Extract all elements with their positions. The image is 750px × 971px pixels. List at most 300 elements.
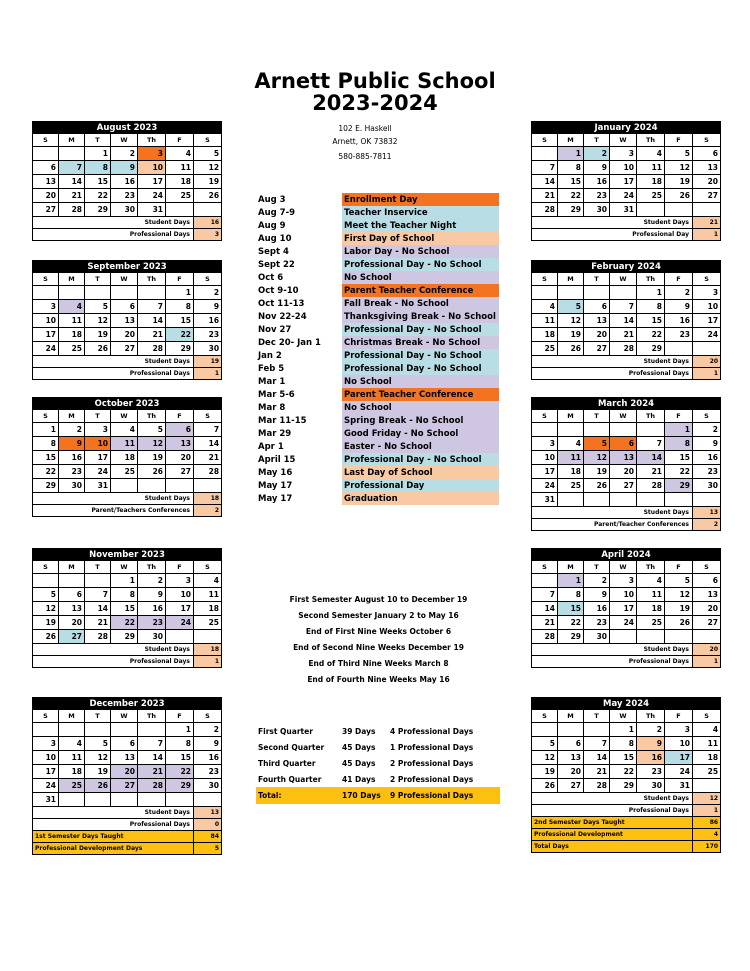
day-cell: 13 [59,602,85,616]
week-row [33,423,222,437]
day-cell: 9 [194,300,222,314]
day-cell: 17 [138,175,166,189]
event-row [256,466,499,479]
day-cell: 16 [693,451,721,465]
summary-value: 20 [693,356,721,368]
day-cell: 7 [85,588,111,602]
event-row [256,219,499,232]
day-cell: 15 [558,602,584,616]
summary-value: 3 [194,229,222,241]
day-cell: 6 [111,737,138,751]
day-cell: 25 [59,342,85,356]
day-cell: 11 [637,588,665,602]
week-row [532,630,721,644]
event-label: First Day of School [342,232,499,245]
event-label: No School [342,375,499,388]
empty-cell [59,147,85,161]
day-cell: 12 [85,314,111,328]
day-cell: 4 [111,423,138,437]
day-cell: 21 [584,765,610,779]
total-days: 170 Days [340,787,388,804]
event-label: Enrollment Day [342,193,499,206]
summary-label: Student Days [532,356,693,368]
day-cell: 26 [85,342,111,356]
summary-value: 13 [693,507,721,519]
empty-cell [558,493,584,507]
day-cell: 13 [584,314,610,328]
empty-cell [610,630,637,644]
weekday-label: F [665,410,693,423]
day-cell: 29 [166,342,194,356]
day-cell: 8 [610,737,637,751]
event-row [256,193,499,206]
day-cell: 1 [558,574,584,588]
day-cell: 23 [111,189,138,203]
summary-value: 12 [693,793,721,805]
day-cell: 29 [637,342,665,356]
empty-cell [85,723,111,737]
weekday-label: M [59,273,85,286]
week-row [33,779,222,793]
day-cell: 14 [85,602,111,616]
weekday-label: Th [637,134,665,147]
day-cell: 31 [85,479,111,493]
empty-cell [532,147,558,161]
empty-cell [637,630,665,644]
day-cell: 23 [584,616,610,630]
day-cell: 19 [138,451,166,465]
day-cell: 15 [665,451,693,465]
week-row [33,328,222,342]
weekday-label: S [532,410,558,423]
day-cell: 10 [33,751,59,765]
weekday-label: S [33,561,59,574]
summary-value: 1 [194,656,222,668]
empty-cell [59,723,85,737]
event-date: Sept 22 [258,259,295,270]
day-cell: 2 [194,723,222,737]
week-row [532,465,721,479]
quarter-row [256,771,500,787]
day-cell: 26 [194,189,222,203]
summary-label: Student Days [33,356,194,368]
summary-value: 20 [693,644,721,656]
weekday-label: S [693,710,721,723]
empty-cell [610,423,637,437]
empty-cell [138,479,166,493]
day-cell: 1 [85,147,111,161]
quarter-name: Third Quarter [258,758,316,768]
day-cell: 10 [532,451,558,465]
month-header [532,261,721,273]
event-date: Nov 22-24 [258,311,307,322]
day-cell: 3 [610,147,637,161]
day-cell: 24 [33,342,59,356]
weekday-label: S [33,410,59,423]
day-cell: 28 [138,342,166,356]
day-cell: 30 [584,203,610,217]
semester-total-label: 1st Semester Days Taught [33,831,194,843]
calendar-apr [531,548,721,668]
day-cell: 5 [558,300,584,314]
weekday-label: S [693,561,721,574]
week-row [532,616,721,630]
day-cell: 16 [59,451,85,465]
day-cell: 12 [532,751,558,765]
day-cell: 19 [532,765,558,779]
day-cell: 2 [111,147,138,161]
empty-cell [610,286,637,300]
weekday-label: T [584,273,610,286]
weekday-label: W [111,710,138,723]
empty-cell [59,793,85,807]
day-cell: 23 [194,765,222,779]
weekday-label: M [558,273,584,286]
day-cell: 7 [637,437,665,451]
day-cell: 24 [610,189,637,203]
day-cell: 27 [584,342,610,356]
day-cell: 9 [693,437,721,451]
day-cell: 18 [166,175,194,189]
day-cell: 18 [59,765,85,779]
day-cell: 28 [637,479,665,493]
address [300,122,430,163]
day-cell: 29 [558,203,584,217]
week-row [33,588,222,602]
weekday-header [532,561,721,574]
weekday-label: M [558,710,584,723]
day-cell: 8 [166,737,194,751]
semester-total-value: 4 [693,829,721,841]
summary-value: 21 [693,217,721,229]
month-summary-row [532,356,721,368]
week-row [33,437,222,451]
day-cell: 11 [532,314,558,328]
weekday-label: S [194,710,222,723]
day-cell: 28 [85,630,111,644]
weekday-header [532,410,721,423]
day-cell: 4 [59,737,85,751]
day-cell: 4 [558,437,584,451]
day-cell: 21 [194,451,222,465]
summary-label: Student Days [532,793,693,805]
event-label: No School [342,271,499,284]
event-date: Sept 4 [258,246,289,257]
day-cell: 23 [693,465,721,479]
day-cell: 22 [558,616,584,630]
week-row [532,161,721,175]
event-row [256,349,499,362]
event-row [256,258,499,271]
day-cell: 30 [194,342,222,356]
day-cell: 27 [59,630,85,644]
day-cell: 24 [532,479,558,493]
day-cell: 3 [693,286,721,300]
week-row [532,286,721,300]
semester-total-value: 84 [194,831,222,843]
day-cell: 26 [665,616,693,630]
semester-total-value: 170 [693,841,721,853]
day-cell: 19 [665,175,693,189]
weekday-label: Th [138,561,166,574]
day-cell: 20 [33,189,59,203]
week-row [33,479,222,493]
week-row [532,342,721,356]
day-cell: 4 [532,300,558,314]
day-cell: 3 [138,147,166,161]
quarter-summary [256,723,500,804]
day-cell: 3 [85,423,111,437]
quarter-total-row [256,787,500,804]
empty-cell [85,286,111,300]
weekday-label: F [166,134,194,147]
month-title: December 2023 [33,698,222,710]
summary-label: Professional Days [33,819,194,831]
weekday-label: Th [637,561,665,574]
weekday-label: T [584,410,610,423]
day-cell: 26 [665,189,693,203]
day-cell: 2 [665,286,693,300]
weekday-label: M [558,410,584,423]
quarter-days: 41 Days [342,774,376,784]
day-cell: 24 [665,765,693,779]
calendar-feb [531,260,721,380]
day-cell: 6 [610,437,637,451]
day-cell: 23 [665,328,693,342]
empty-cell [85,574,111,588]
month-header [33,398,222,410]
event-label: Parent Teacher Conference [342,284,499,297]
month-title: November 2023 [33,549,222,561]
day-cell: 19 [85,328,111,342]
day-cell: 2 [584,147,610,161]
note: End of First Nine Weeks October 6 [305,627,452,636]
day-cell: 25 [637,189,665,203]
weekday-header [33,410,222,423]
weekday-label: F [665,273,693,286]
summary-label: Professional Days [33,229,194,241]
day-cell: 23 [194,328,222,342]
week-row [532,451,721,465]
week-row [532,189,721,203]
day-cell: 17 [33,328,59,342]
day-cell: 19 [194,175,222,189]
day-cell: 16 [194,751,222,765]
week-row [33,616,222,630]
event-row [256,232,499,245]
weekday-label: W [610,410,637,423]
day-cell: 22 [665,465,693,479]
day-cell: 2 [194,286,222,300]
day-cell: 29 [111,630,138,644]
month-summary-row [33,819,222,831]
day-cell: 25 [59,779,85,793]
empty-cell [166,793,194,807]
day-cell: 28 [610,342,637,356]
week-row [33,465,222,479]
quarter-days: 45 Days [342,758,376,768]
day-cell: 29 [610,779,637,793]
day-cell: 21 [138,328,166,342]
event-row [256,427,499,440]
summary-label: Student Days [532,507,693,519]
day-cell: 4 [194,574,222,588]
weekday-label: F [665,134,693,147]
day-cell: 27 [693,616,721,630]
day-cell: 13 [111,314,138,328]
quarter-row [256,739,500,755]
day-cell: 12 [665,161,693,175]
quarter-pro-days: 2 Professional Days [390,774,474,784]
semester-total-label: Professional Development Days [33,843,194,855]
empty-cell [111,479,138,493]
summary-label: Professional Day [532,229,693,241]
empty-cell [166,630,194,644]
empty-cell [637,203,665,217]
event-row [256,479,499,492]
day-cell: 26 [85,779,111,793]
day-cell: 2 [138,574,166,588]
empty-cell [138,286,166,300]
weekday-header [33,561,222,574]
empty-cell [665,342,693,356]
day-cell: 19 [85,765,111,779]
empty-cell [584,493,610,507]
day-cell: 24 [85,465,111,479]
week-row [532,147,721,161]
event-row [256,414,499,427]
day-cell: 17 [532,465,558,479]
semester-total-value: 5 [194,843,222,855]
day-cell: 9 [59,437,85,451]
empty-cell [532,286,558,300]
day-cell: 1 [558,147,584,161]
semester-total-value: 86 [693,817,721,829]
day-cell: 3 [610,574,637,588]
event-date: Dec 20- Jan 1 [258,337,321,348]
day-cell: 8 [85,161,111,175]
summary-label: Professional Days [33,656,194,668]
weekday-label: M [558,561,584,574]
calendar-dec [32,697,222,855]
day-cell: 14 [584,751,610,765]
day-cell: 20 [693,175,721,189]
day-cell: 18 [637,602,665,616]
day-cell: 8 [665,437,693,451]
day-cell: 5 [33,588,59,602]
event-row [256,375,499,388]
day-cell: 5 [138,423,166,437]
month-summary-row [532,507,721,519]
day-cell: 18 [693,751,721,765]
day-cell: 11 [59,314,85,328]
day-cell: 17 [693,314,721,328]
day-cell: 6 [693,147,721,161]
day-cell: 6 [584,300,610,314]
event-label: Thanksgiving Break - No School [342,310,499,323]
weekday-label: F [166,410,194,423]
event-label: Professional Day - No School [342,453,499,466]
event-date: Jan 2 [258,350,282,361]
day-cell: 1 [665,423,693,437]
day-cell: 11 [59,751,85,765]
week-row [532,437,721,451]
weekday-label: Th [637,710,665,723]
weekday-label: F [166,273,194,286]
event-label: Spring Break - No School [342,414,499,427]
empty-cell [33,286,59,300]
week-row [33,175,222,189]
day-cell: 27 [558,779,584,793]
day-cell: 7 [532,588,558,602]
week-row [33,286,222,300]
summary-label: Student Days [33,217,194,229]
summary-label: Professional Days [532,368,693,380]
day-cell: 22 [85,189,111,203]
week-row [33,147,222,161]
day-cell: 28 [194,465,222,479]
day-cell: 24 [166,616,194,630]
event-label: Last Day of School [342,466,499,479]
day-cell: 26 [584,479,610,493]
event-label: Professional Day - No School [342,323,499,336]
weekday-header [532,273,721,286]
day-cell: 19 [584,465,610,479]
event-label: Professional Day [342,479,499,492]
day-cell: 30 [111,203,138,217]
day-cell: 31 [138,203,166,217]
note: End of Third Nine Weeks March 8 [308,659,449,668]
day-cell: 16 [637,751,665,765]
day-cell: 7 [610,300,637,314]
day-cell: 2 [637,723,665,737]
month-summary-row [532,644,721,656]
day-cell: 1 [166,286,194,300]
event-row [256,362,499,375]
event-label: Teacher Inservice [342,206,499,219]
day-cell: 6 [558,737,584,751]
day-cell: 26 [33,630,59,644]
day-cell: 17 [610,175,637,189]
weekday-label: T [584,134,610,147]
day-cell: 4 [693,723,721,737]
day-cell: 23 [637,765,665,779]
summary-value: 1 [693,229,721,241]
week-row [33,737,222,751]
weekday-label: S [693,273,721,286]
event-row [256,284,499,297]
day-cell: 27 [166,465,194,479]
day-cell: 31 [665,779,693,793]
empty-cell [637,423,665,437]
month-summary-row [532,793,721,805]
day-cell: 13 [33,175,59,189]
day-cell: 17 [33,765,59,779]
summary-label: Student Days [33,807,194,819]
month-header [33,698,222,710]
semester-notes [256,592,501,688]
month-summary-row [532,805,721,817]
day-cell: 7 [138,737,166,751]
day-cell: 9 [584,161,610,175]
event-date: Apr 1 [258,441,284,452]
day-cell: 27 [693,189,721,203]
weekday-label: T [584,561,610,574]
quarter-pro-days: 1 Professional Days [390,742,474,752]
event-row [256,492,499,505]
event-label: Good Friday - No School [342,427,499,440]
day-cell: 28 [584,779,610,793]
